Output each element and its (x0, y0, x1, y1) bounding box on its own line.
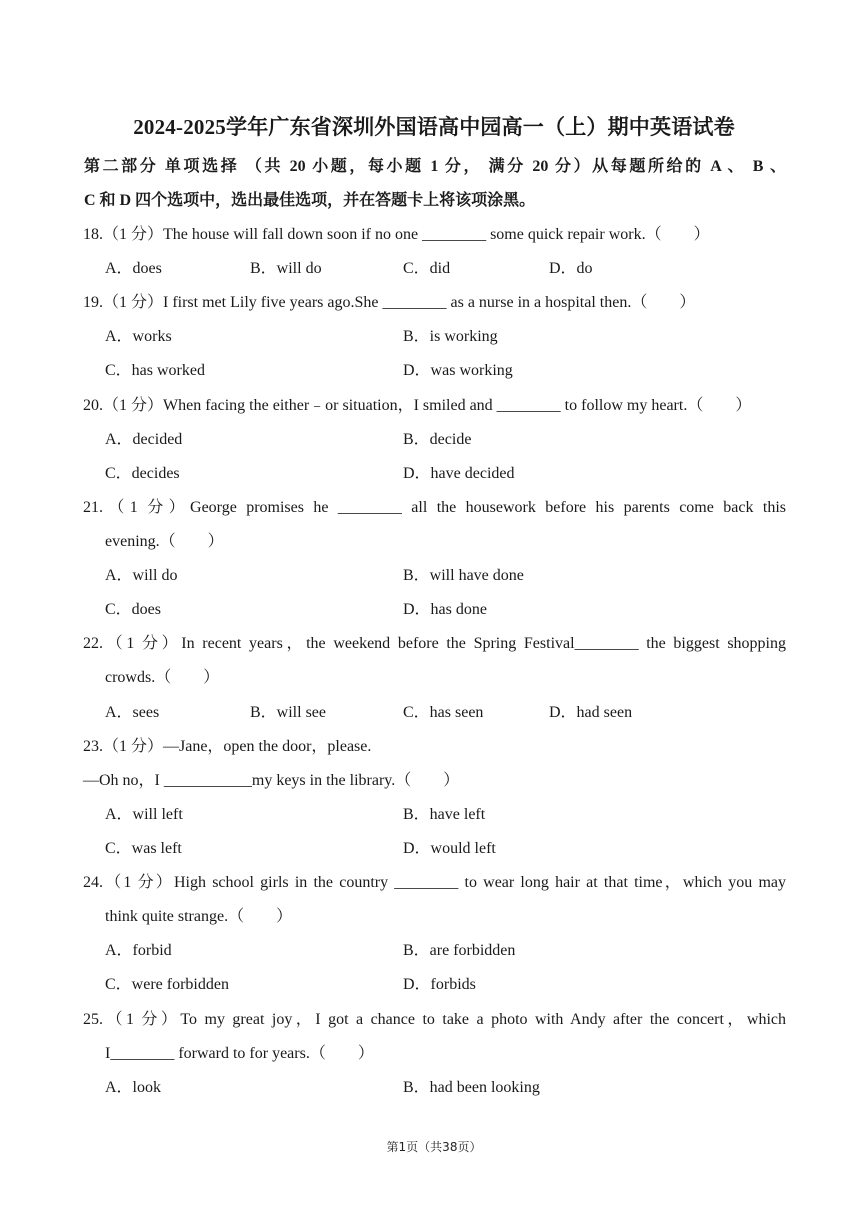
question-19-text: 19.（1 分）I first met Lily five years ago.She ________ as a nurse in a hospital then.（ ） (83, 294, 696, 311)
question-25-text: 25.（1 分）To my great joy，I got a chance to take a photo with Andy after the concert，which (83, 1011, 786, 1028)
option-d: D．would left (403, 840, 496, 857)
question-21-text-cont: evening.（ ） (105, 533, 224, 550)
option-a: A．decided (105, 431, 183, 448)
option-a: A．works (105, 328, 172, 345)
option-b: B．have left (403, 806, 486, 823)
question-25-options-row-1 (105, 1078, 786, 1098)
question-22-text-cont: crowds.（ ） (105, 669, 220, 686)
question-22-text: 22.（1 分）In recent years，the weekend before the Spring Festival________ the biggest shopping (83, 635, 786, 652)
question-20-options-row-2 (105, 464, 786, 484)
option-d: D．had seen (549, 704, 633, 721)
option-b: B．will see (250, 704, 326, 721)
question-21-text: 21.（1 分）George promises he ________ all the housework before his parents come back this (83, 499, 786, 516)
option-b: B．will do (250, 260, 322, 277)
question-24-options-row-2 (105, 975, 786, 995)
question-23-text: 23.（1 分）—Jane，open the door，please. (83, 738, 372, 755)
question-25-text-cont: I________ forward to for years.（ ） (105, 1045, 374, 1062)
question-21-options-row-2 (105, 600, 786, 620)
option-b: B．will have done (403, 567, 524, 584)
option-c: C．was left (105, 840, 182, 857)
question-19-options-row-1 (105, 327, 786, 347)
option-c: C．has worked (105, 362, 205, 379)
option-b: B．decide (403, 431, 472, 448)
option-c: C．does (105, 601, 162, 618)
instructions-line-1: 第二部分 单项选择 （共 20 小题，每小题 1 分， 满分 20 分）从每题所给的 A 、 B 、 (84, 158, 786, 175)
option-d: D．do (549, 260, 593, 277)
option-b: B．is working (403, 328, 498, 345)
question-20-text: 20.（1 分）When facing the either﹣or situation，I smiled and ________ to follow my heart.（ ） (83, 397, 752, 414)
question-23-text-cont: —Oh no，I ___________my keys in the library.（ ） (83, 772, 460, 789)
option-c: C．has seen (403, 704, 484, 721)
question-18-options (105, 259, 786, 279)
question-24-text-cont: think quite strange.（ ） (105, 908, 293, 925)
option-c: C．were forbidden (105, 976, 229, 993)
option-d: D．forbids (403, 976, 476, 993)
question-19-options-row-2 (105, 361, 786, 381)
option-d: D．has done (403, 601, 487, 618)
question-24-options-row-1 (105, 941, 786, 961)
question-23-options-row-2 (105, 839, 786, 859)
question-24-text: 24.（1 分）High school girls in the country ________ to wear long hair at that time，which you may (83, 874, 786, 891)
option-a: A．will do (105, 567, 178, 584)
option-a: A．does (105, 260, 162, 277)
option-b: B．had been looking (403, 1079, 540, 1096)
option-c: C．did (403, 260, 451, 277)
option-a: A．will left (105, 806, 183, 823)
option-d: D．was working (403, 362, 513, 379)
option-c: C．decides (105, 465, 180, 482)
option-d: D．have decided (403, 465, 515, 482)
question-21-options-row-1 (105, 566, 786, 586)
option-a: A．sees (105, 704, 160, 721)
option-b: B．are forbidden (403, 942, 516, 959)
question-20-options-row-1 (105, 430, 786, 450)
instructions-line-2: C 和 D 四个选项中，选出最佳选项，并在答题卡上将该项涂黑。 (84, 192, 536, 209)
question-22-options (105, 703, 786, 723)
question-18-text: 18.（1 分）The house will fall down soon if no one ________ some quick repair work.（ ） (83, 226, 710, 243)
page-footer: 第1页（共38页） (386, 1140, 482, 1154)
option-a: A．look (105, 1079, 162, 1096)
page-title: 2024-2025学年广东省深圳外国语高中园高一（上）期中英语试卷 (133, 115, 735, 139)
option-a: A．forbid (105, 942, 172, 959)
question-23-options-row-1 (105, 805, 786, 825)
